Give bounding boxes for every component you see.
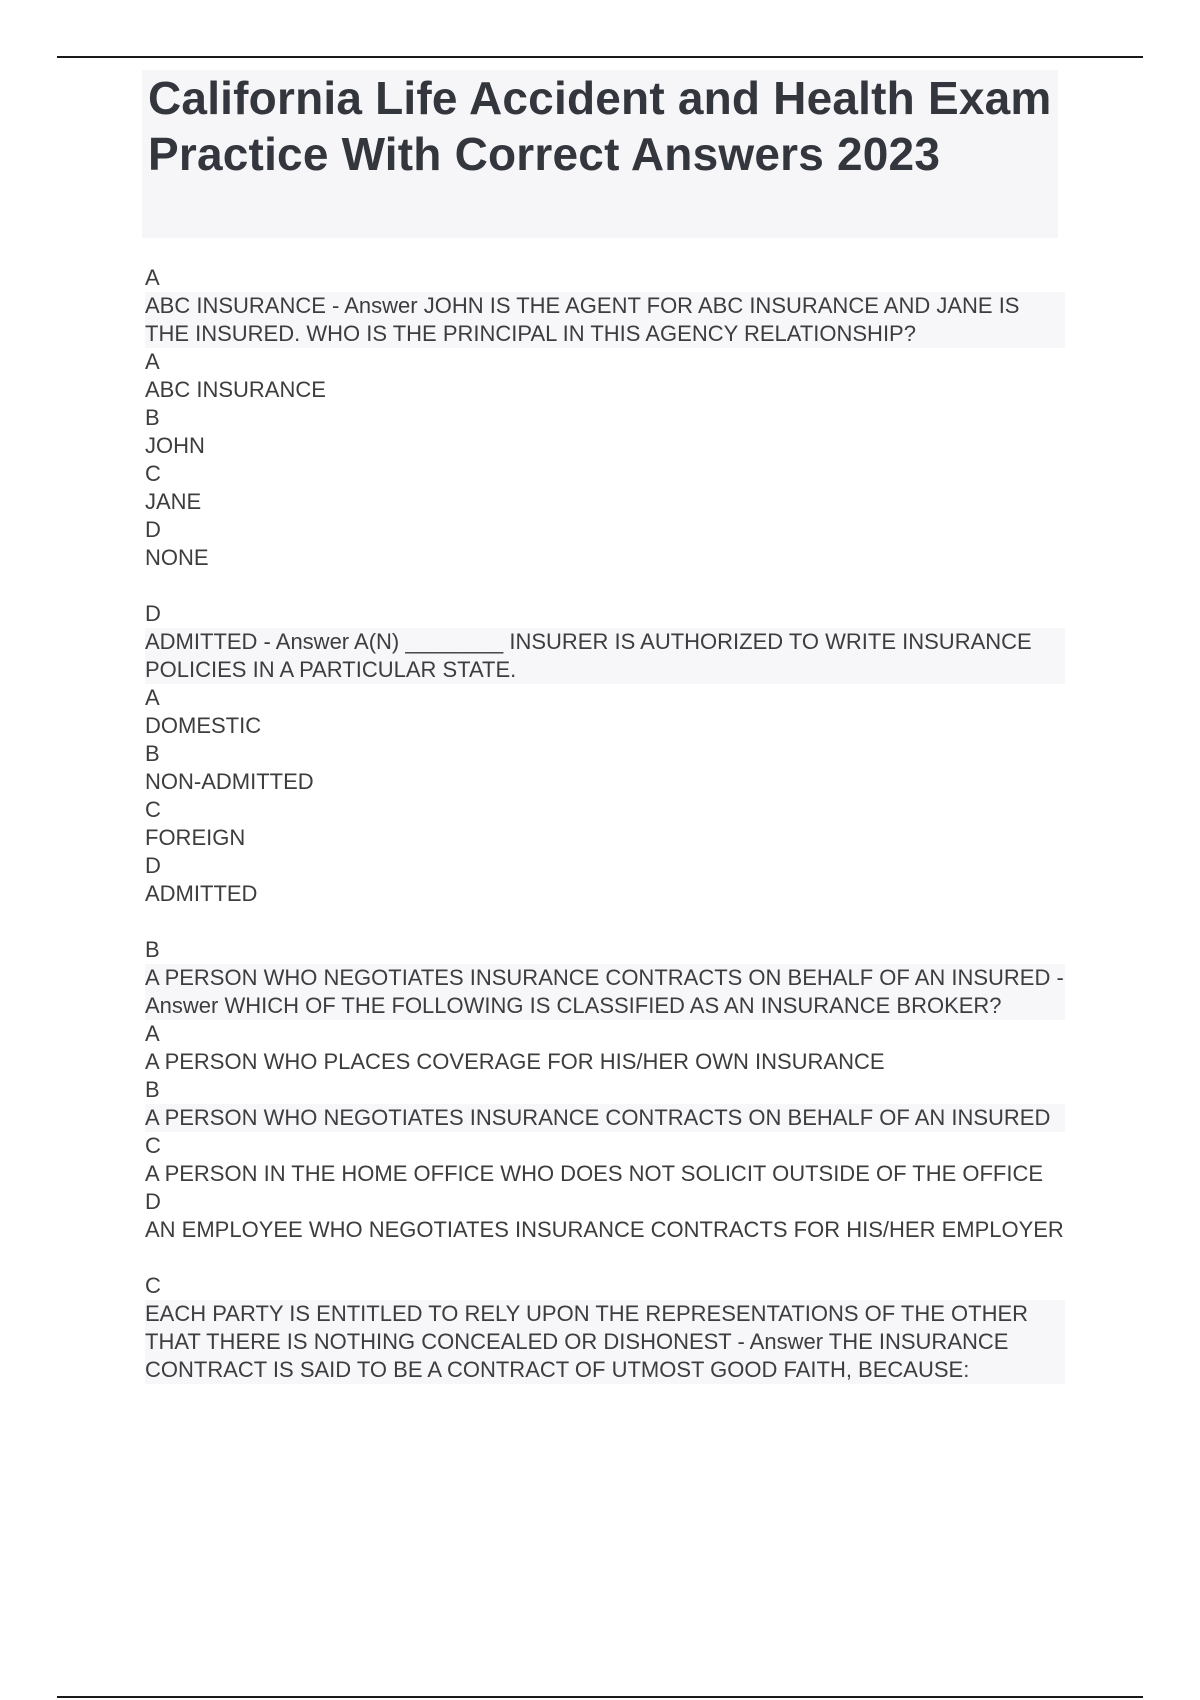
option-text: A PERSON WHO PLACES COVERAGE FOR HIS/HER OWN INSURANCE xyxy=(145,1049,885,1074)
option-text: ABC INSURANCE xyxy=(145,377,326,402)
option-letter: A xyxy=(145,1021,160,1046)
question-block xyxy=(145,600,1065,908)
document-title: California Life Accident and Health Exam Practice With Correct Answers 2023 xyxy=(148,72,1052,180)
question-list xyxy=(145,264,1065,1412)
answer-letter: D xyxy=(145,601,161,626)
answer-letter: C xyxy=(145,1273,161,1298)
question-prompt: ABC INSURANCE - Answer JOHN IS THE AGENT FOR ABC INSURANCE AND JANE IS THE INSURED. WHO IS THE PRINCIPAL IN THIS AGENCY RELATIONSHIP? xyxy=(145,292,1065,348)
option-text: JOHN xyxy=(145,433,205,458)
option-letter: A xyxy=(145,349,160,374)
option-letter: B xyxy=(145,1077,160,1102)
title-banner xyxy=(142,70,1058,238)
option-text: A PERSON WHO NEGOTIATES INSURANCE CONTRACTS ON BEHALF OF AN INSURED xyxy=(145,1104,1065,1132)
top-rule xyxy=(57,56,1143,58)
option-letter: C xyxy=(145,797,161,822)
answer-letter: B xyxy=(145,937,160,962)
option-text: NON-ADMITTED xyxy=(145,769,314,794)
question-block xyxy=(145,936,1065,1244)
option-text: FOREIGN xyxy=(145,825,246,850)
option-letter: D xyxy=(145,517,161,542)
option-text: AN EMPLOYEE WHO NEGOTIATES INSURANCE CONTRACTS FOR HIS/HER EMPLOYER xyxy=(145,1217,1064,1242)
bottom-rule xyxy=(57,1696,1143,1698)
question-prompt: A PERSON WHO NEGOTIATES INSURANCE CONTRACTS ON BEHALF OF AN INSURED - Answer WHICH OF THE FOLLOWING IS CLASSIFIED AS AN INSURANCE BROKER? xyxy=(145,965,1064,1018)
option-text: DOMESTIC xyxy=(145,713,262,738)
option-text: A PERSON IN THE HOME OFFICE WHO DOES NOT SOLICIT OUTSIDE OF THE OFFICE xyxy=(145,1161,1044,1186)
question-prompt: ADMITTED - Answer A(N) ________ INSURER IS AUTHORIZED TO WRITE INSURANCE POLICIES IN A PARTICULAR STATE. xyxy=(145,628,1065,684)
option-letter: D xyxy=(145,1189,161,1214)
option-text: JANE xyxy=(145,489,202,514)
option-text: NONE xyxy=(145,545,209,570)
answer-letter: A xyxy=(145,265,160,290)
option-letter: D xyxy=(145,853,161,878)
question-block xyxy=(145,264,1065,572)
option-letter: B xyxy=(145,405,160,430)
question-prompt: EACH PARTY IS ENTITLED TO RELY UPON THE REPRESENTATIONS OF THE OTHER THAT THERE IS NOTHING CONCEALED OR DISHONEST - Answer THE INSURANCE CONTRACT IS SAID TO BE A CONTRACT OF UTMOST GOOD FAITH, BECAUSE: xyxy=(145,1300,1065,1384)
option-letter: B xyxy=(145,741,160,766)
option-letter: C xyxy=(145,1133,161,1158)
option-text: ADMITTED xyxy=(145,881,258,906)
option-letter: A xyxy=(145,685,160,710)
question-block xyxy=(145,1272,1065,1384)
option-letter: C xyxy=(145,461,161,486)
